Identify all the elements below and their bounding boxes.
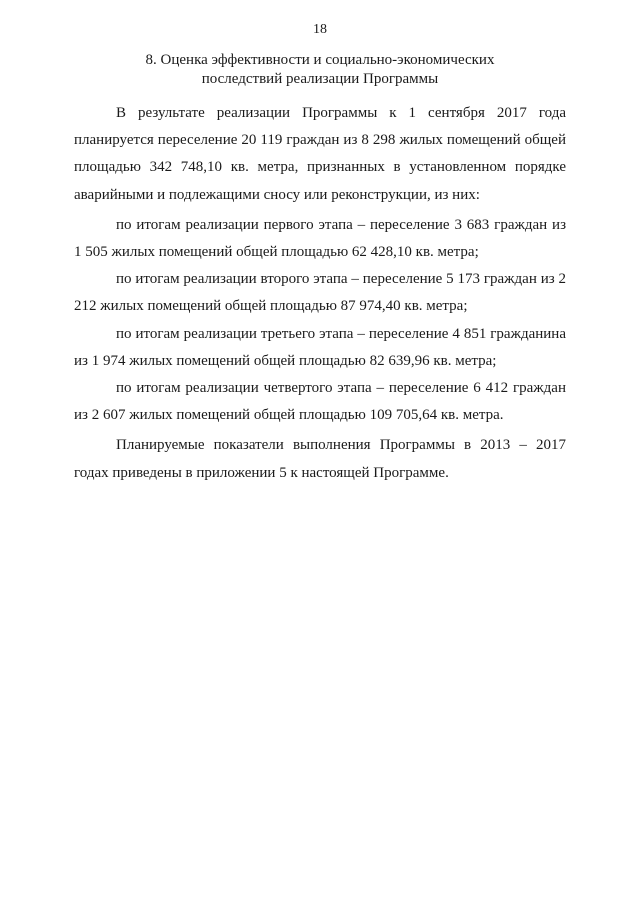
body-text [74, 100, 566, 487]
paragraph-stage-2: по итогам реализации второго этапа – переселение 5 173 граждан из 2 212 жилых помещений общей площадью 87 974,40 кв. метра; [74, 271, 566, 315]
paragraph-intro: В результате реализации Программы к 1 сентября 2017 года планируется переселение 20 119 граждан из 8 298 жилых помещений общей площадью 342 748,10 кв. метра, признанных в установленном порядке аварийными и подлежащими сносу или реконструкции, из них: [74, 105, 566, 203]
paragraph-stage-4: по итогам реализации четвертого этапа – переселение 6 412 граждан из 2 607 жилых помещений общей площадью 109 705,64 кв. метра. [74, 380, 566, 424]
section-heading-line-2: последствий реализации Программы [201, 71, 439, 87]
paragraph-stage-3: по итогам реализации третьего этапа – переселение 4 851 гражданина из 1 974 жилых помещений общей площадью 82 639,96 кв. метра; [74, 325, 566, 369]
paragraph-stage-1: по итогам реализации первого этапа – переселение 3 683 граждан из 1 505 жилых помещений общей площадью 62 428,10 кв. метра; [74, 216, 566, 261]
page-number: 18 [313, 22, 327, 37]
paragraph-indicators: Планируемые показатели выполнения Программы в 2013 – 2017 годах приведены в приложении 5 к настоящей Программе. [74, 437, 566, 481]
section-heading-line-1: 8. Оценка эффективности и социально-экономических [145, 52, 495, 68]
section-heading [80, 51, 560, 89]
